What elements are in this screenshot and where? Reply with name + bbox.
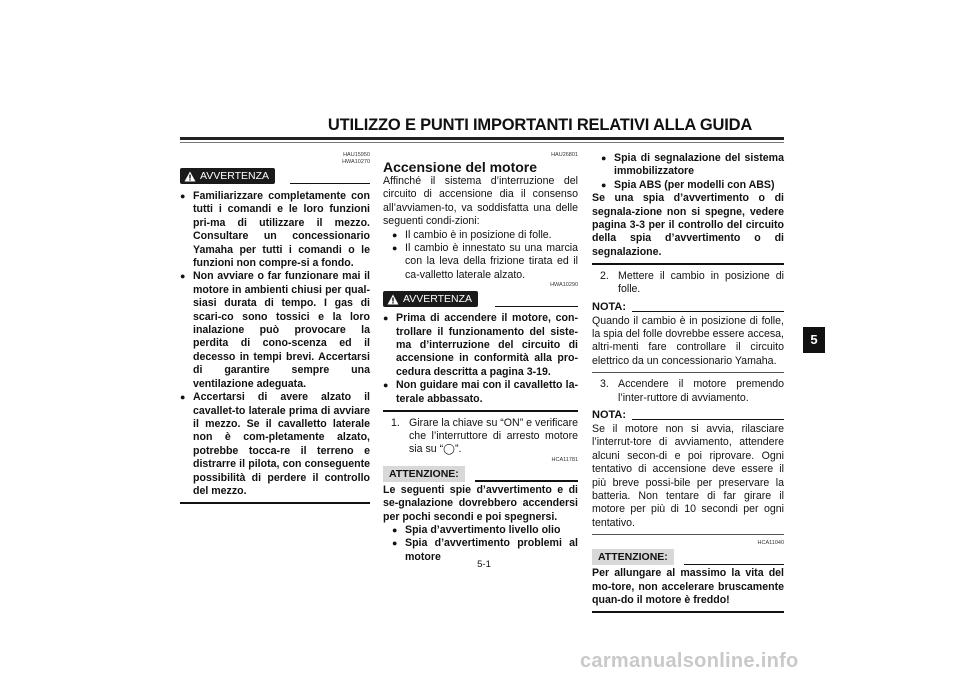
attention-end-rule bbox=[592, 611, 784, 613]
attention-badge: ATTENZIONE: bbox=[592, 549, 674, 565]
warning-badge bbox=[383, 291, 478, 307]
doc-code: HAU15950 bbox=[343, 152, 370, 158]
doc-code: HAU26801 bbox=[551, 152, 578, 158]
warning-label: AVVERTENZA bbox=[403, 293, 473, 306]
column-right bbox=[592, 152, 784, 618]
attention-header bbox=[592, 549, 784, 567]
doc-code: HCA11781 bbox=[551, 456, 578, 463]
warning-label: AVVERTENZA bbox=[200, 170, 270, 182]
step-text: Mettere il cambio in posizione di folle. bbox=[618, 269, 784, 296]
warning-bullet: ● Familiarizzare completamente con tutti i comandi e le loro funzioni pri-ma di utilizzare il mezzo. Consultare un concessionario Yamaha per tutti i comandi o le funzioni non compre-si a fondo. bbox=[180, 190, 370, 270]
condition-item: ● Il cambio è innestato su una marcia con la leva della frizione tirata ed il ca-valletto laterale alzato. bbox=[392, 242, 578, 282]
step-3 bbox=[600, 378, 784, 405]
header-rule-thin bbox=[180, 142, 784, 143]
column-left bbox=[180, 152, 370, 509]
column-middle bbox=[383, 152, 578, 564]
nota-label: NOTA: bbox=[592, 409, 629, 422]
condition-item: ● Il cambio è in posizione di folle. bbox=[392, 229, 578, 242]
warning-header bbox=[383, 291, 578, 309]
warning-rule bbox=[290, 183, 370, 185]
attention-rule bbox=[475, 480, 578, 482]
header-rule bbox=[180, 137, 784, 140]
attention-rule bbox=[684, 564, 784, 566]
step-text: Girare la chiave su “ON” e verificare che l’interruttore di arresto motore sia su “◯”. bbox=[409, 416, 578, 456]
attention-end-rule bbox=[592, 263, 784, 265]
page-number: 5-1 bbox=[477, 559, 491, 570]
lamp-item: ● Spia di segnalazione del sistema immobilizzatore bbox=[601, 152, 784, 179]
lamp-item: ● Spia d’avvertimento problemi al motore bbox=[392, 537, 578, 564]
watermark: carmanualsonline.info bbox=[580, 650, 799, 672]
nota-end-rule bbox=[592, 372, 784, 373]
nota-rule bbox=[632, 311, 784, 312]
doc-code: HWA10270 bbox=[342, 159, 370, 165]
warning-header bbox=[180, 168, 370, 186]
warning-bullet: ● Accertarsi di avere alzato il cavallet-to laterale prima di avviare il mezzo. Se il cavalletto laterale non è com-pletamente alzato, potrebbe tocca-re il terreno e distrarre il pilota, con conseguente possibilità di perdere il controllo del mezzo. bbox=[180, 391, 370, 498]
attention-badge: ATTENZIONE: bbox=[383, 466, 465, 482]
nota-rule bbox=[632, 419, 784, 420]
attention-text: Le seguenti spie d’avvertimento e di se-gnalazione dovrebbero accendersi per pochi secondi e poi spegnersi. bbox=[383, 483, 578, 523]
warning-bullet: ● Non guidare mai con il cavalletto la-terale abbassato. bbox=[383, 379, 578, 406]
step-2 bbox=[600, 270, 784, 297]
warning-end-rule bbox=[180, 502, 370, 504]
warning-rule bbox=[495, 306, 578, 308]
step-text: Accendere il motore premendo l’inter-ruttore di avviamento. bbox=[618, 378, 784, 404]
doc-code: HCA11040 bbox=[757, 540, 784, 547]
attention-header bbox=[383, 466, 578, 484]
warning-triangle-icon bbox=[387, 294, 399, 305]
nota-text: Se il motore non si avvia, rilasciare l’interrut-tore di avviamento, attendere alcuni secon-di e poi riprovare. Ogni tentativo di accensione deve essere il più breve possi-bile per preservare la batteria. Non tentare di far girare il motore per più di 10 secondi per ogni tentativo. bbox=[592, 423, 784, 529]
chapter-tab: 5 bbox=[803, 327, 825, 353]
warning-triangle-icon bbox=[184, 171, 196, 182]
warning-bullet: ● Non avviare o far funzionare mai il motore in ambienti chiusi per qual-siasi durata di tempo. I gas di scari-co sono tossici e la loro inalazione può provocare la perdita di cono-scenza ed il decesso in tempi brevi. Accertarsi di garantire sempre una ventilazione adeguata. bbox=[180, 270, 370, 391]
lamp-item: ● Spia ABS (per modelli con ABS) bbox=[601, 179, 784, 192]
warning-end-rule bbox=[383, 410, 578, 412]
nota-label: NOTA: bbox=[592, 301, 629, 314]
section-title: Accensione del motore bbox=[383, 159, 538, 175]
step-number: 2. bbox=[600, 269, 609, 282]
warning-bullet: ● Prima di accendere il motore, con-trollare il funzionamento del siste-ma d’interruzione del circuito di accensione in conformità alla pro-cedura descritta a pagina 3-19. bbox=[383, 312, 578, 379]
doc-code: HWA10290 bbox=[550, 282, 578, 289]
warning-badge bbox=[180, 168, 275, 184]
nota-text: Quando il cambio è in posizione di folle, la spia del folle dovrebbe essere accesa, altri-menti fare controllare il circuito elettrico da un concessionario Yamaha. bbox=[592, 314, 784, 367]
nota-end-rule bbox=[592, 534, 784, 535]
nota-header bbox=[592, 409, 784, 423]
lamp-note: Se una spia d’avvertimento o di segnala-zione non si spegne, vedere pagina 3-3 per il controllo del circuito della spia d’avvertimento o di segnalazione. bbox=[592, 192, 784, 258]
step-number: 1. bbox=[391, 416, 400, 429]
attention-text: Per allungare al massimo la vita del mo-tore, non accelerare bruscamente quan-do il motore è freddo! bbox=[592, 567, 784, 607]
intro-paragraph: Affinché il sistema d’interruzione del circuito di accensione dia il consenso all’avviamen-to, va soddisfatta una delle seguenti condi-zioni: bbox=[383, 175, 578, 228]
lamp-item: ● Spia d’avvertimento livello olio bbox=[392, 524, 578, 537]
nota-header bbox=[592, 301, 784, 315]
step-number: 3. bbox=[600, 378, 609, 391]
page-title: UTILIZZO E PUNTI IMPORTANTI RELATIVI ALLA GUIDA bbox=[327, 116, 753, 134]
step-1 bbox=[391, 417, 578, 457]
